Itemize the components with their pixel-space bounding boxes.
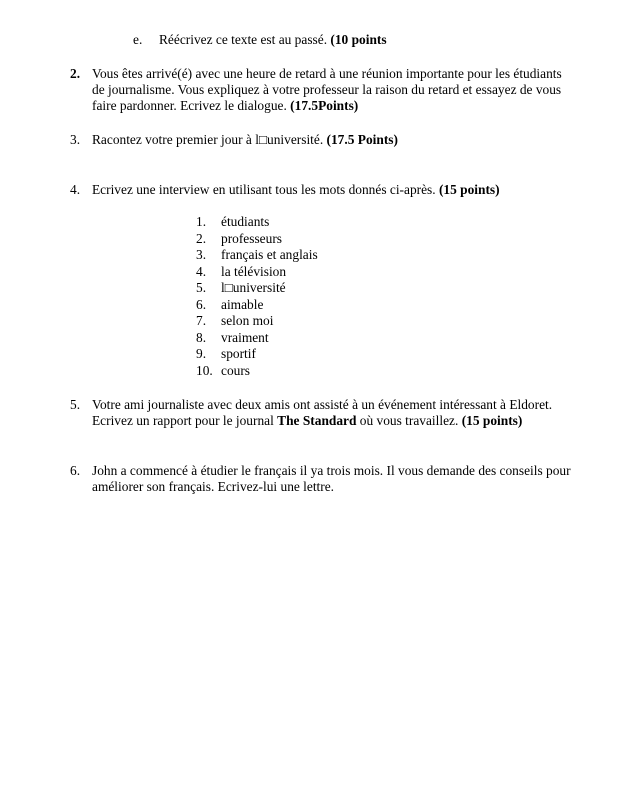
word-list-item: 9. sportif	[196, 346, 256, 361]
word-list-item: 7. selon moi	[196, 313, 274, 328]
item-e-text: Réécrivez ce texte est au passé. (10 points	[159, 32, 387, 47]
word-list-item: 4. la télévision	[196, 263, 287, 279]
question-2-line2: de journalisme. Vous expliquez à votre professeur la raison du retard et essayez de vous	[92, 82, 562, 97]
word-list-item: 3. français et anglais	[196, 247, 318, 262]
question-3-text: Racontez votre premier jour à l□université. (17.5 Points)	[92, 132, 398, 147]
question-3-number: 3.	[70, 132, 81, 147]
word-list-item: 8. vraiment	[196, 329, 269, 345]
question-4-number: 4.	[70, 182, 81, 197]
word-list-item: 5. l□université	[196, 280, 286, 295]
question-5-line1: Votre ami journaliste avec deux amis ont assisté à un événement intéressant à Eldoret.	[92, 397, 553, 412]
question-2-line3: faire pardonner. Ecrivez le dialogue. (17.5Points)	[92, 98, 359, 113]
item-e-marker: e.	[133, 32, 143, 47]
question-5-points: (15 points)	[461, 413, 523, 428]
question-5-number: 5.	[70, 397, 81, 412]
newspaper-name: The Standard	[277, 413, 357, 428]
word-list-item: 2. professeurs	[196, 230, 282, 246]
word-list-item: 1. étudiants	[196, 214, 270, 229]
question-4-text: Ecrivez une interview en utilisant tous les mots donnés ci-après. (15 points)	[92, 182, 500, 197]
question-2-line1: Vous êtes arrivé(é) avec une heure de retard à une réunion importante pour les étudiants	[92, 66, 562, 81]
question-2-number: 2.	[70, 66, 81, 81]
question-5-line2: Ecrivez un rapport pour le journal The Standard où vous travaillez. (15 points)	[92, 413, 523, 428]
question-6-line1: John a commencé à étudier le français il ya trois mois. Il vous demande des conseils pour	[92, 463, 571, 478]
word-list-item: 10. cours	[196, 362, 251, 378]
question-2-points: (17.5Points)	[290, 98, 359, 113]
word-list-item: 6. aimable	[196, 296, 264, 312]
question-3-points: (17.5 Points)	[326, 132, 398, 147]
question-6-number: 6.	[70, 463, 81, 478]
question-4-points: (15 points)	[438, 182, 500, 197]
item-e-points: (10 points	[330, 32, 387, 47]
question-6-line2: améliorer son français. Ecrivez-lui une lettre.	[92, 479, 335, 494]
